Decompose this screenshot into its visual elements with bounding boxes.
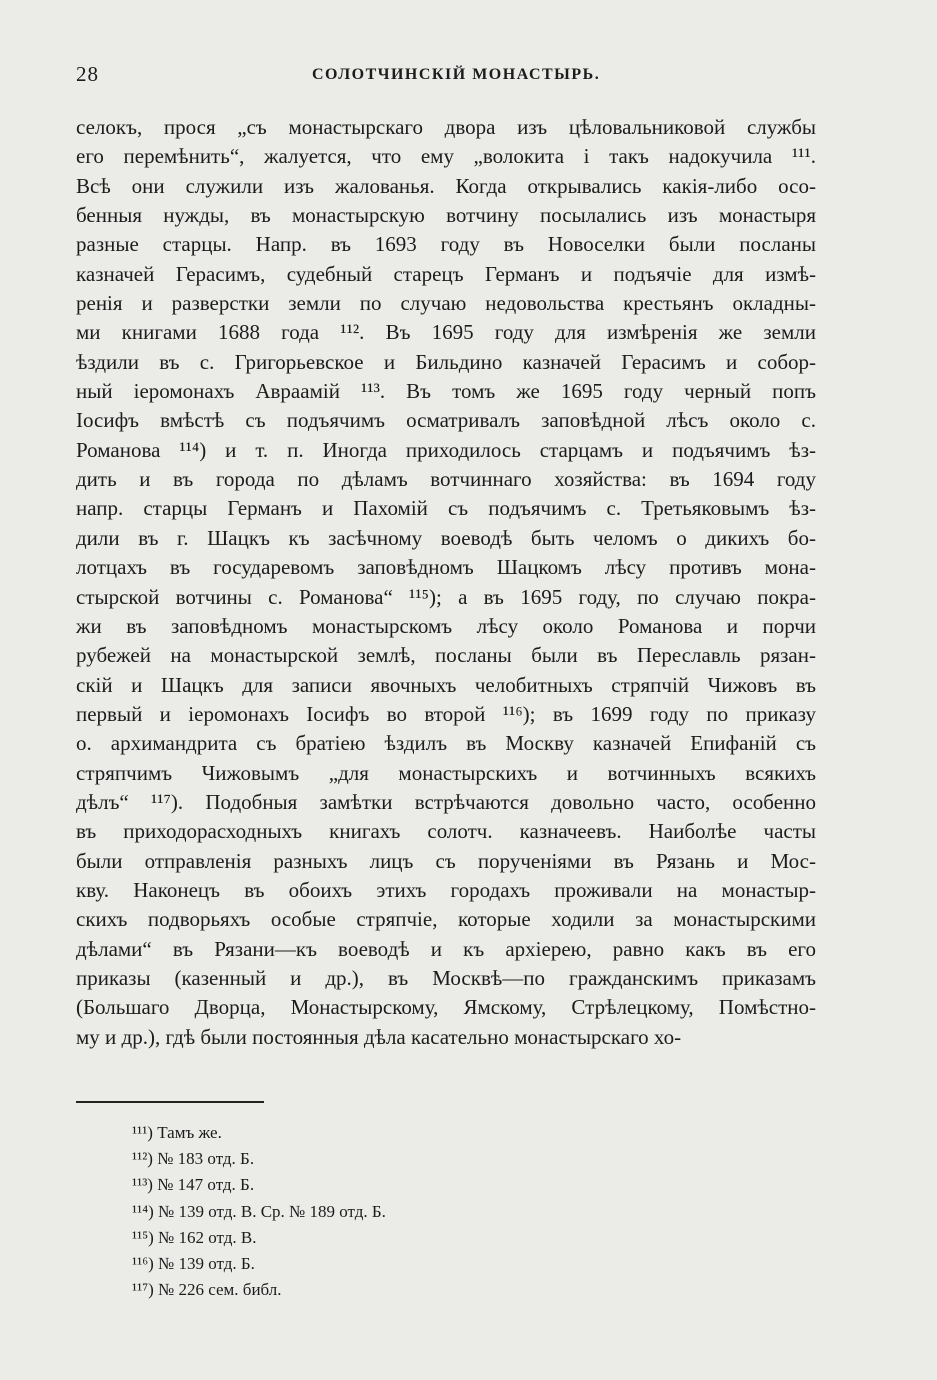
text-line: стырской вотчины с. Романова“ ¹¹⁵); а въ 1695 году, по случаю покра- <box>76 584 816 609</box>
text-line: Всѣ они служили изъ жалованья. Когда открывались какія-либо осо- <box>76 173 816 198</box>
text-line: дѣлъ“ ¹¹⁷). Подобныя замѣтки встрѣчаются довольно часто, особенно <box>76 789 816 814</box>
text-line: дѣлами“ въ Рязани—къ воеводѣ и къ архіерею, равно какъ въ его <box>76 936 816 961</box>
text-line: стряпчимъ Чижовымъ „для монастырскихъ и вотчинныхъ всякихъ <box>76 760 816 785</box>
running-title: СОЛОТЧИНСКІЙ МОНАСТЫРЬ. <box>312 66 601 83</box>
text-line: ми книгами 1688 года ¹¹². Въ 1695 году для измѣренія же земли <box>76 320 816 345</box>
text-line: дить и въ города по дѣламъ вотчиннаго хозяйства: въ 1694 году <box>76 467 816 492</box>
text-line: въ приходорасходныхъ книгахъ солотч. казначеевъ. Наиболѣе часты <box>76 819 816 844</box>
footnote: ¹¹⁶) № 139 отд. Б. <box>132 1253 255 1273</box>
footnote: ¹¹²) № 183 отд. Б. <box>132 1149 255 1169</box>
text-line: кву. Наконецъ въ обоихъ этихъ городахъ проживали на монастыр- <box>76 877 816 902</box>
footnote: ¹¹¹) Тамъ же. <box>132 1123 222 1142</box>
page-number: 28 <box>76 62 99 86</box>
footnote: ¹¹³) № 147 отд. Б. <box>132 1175 255 1195</box>
text-line: первый и іеромонахъ Іосифъ во второй ¹¹⁶); въ 1699 году по приказу <box>76 701 816 726</box>
footnote: ¹¹⁴) № 139 отд. В. Ср. № 189 отд. Б. <box>132 1201 386 1221</box>
text-line: скихъ подворьяхъ особые стряпчіе, которые ходили за монастырскими <box>76 907 816 932</box>
text-line: напр. старцы Германъ и Пахомій съ подъячимъ с. Третьяковымъ ѣз- <box>76 496 816 521</box>
footnotes <box>132 1120 632 1303</box>
text-line: ѣздили въ с. Григорьевское и Бильдино казначей Герасимъ и собор- <box>76 349 816 374</box>
text-line: дили въ г. Шацкъ къ засѣчному воеводѣ быть челомъ о дикихъ бо- <box>76 525 816 550</box>
text-line: разные старцы. Напр. въ 1693 году въ Новоселки были посланы <box>76 232 816 257</box>
text-line: приказы (казенный и др.), въ Москвѣ—по гражданскимъ приказамъ <box>76 965 816 990</box>
text-line: были отправленія разныхъ лицъ съ порученіями въ Рязань и Мос- <box>76 848 816 873</box>
text-line: рубежей на монастырской землѣ, посланы были въ Переславль рязан- <box>76 643 816 668</box>
body-text <box>76 113 816 1052</box>
text-line: жи въ заповѣдномъ монастырскомъ лѣсу около Романова и порчи <box>76 613 816 638</box>
text-line: ный іеромонахъ Авраамій ¹¹³. Въ томъ же 1695 году черный попъ <box>76 379 816 404</box>
text-line: казначей Герасимъ, судебный старецъ Германъ и подъячіе для измѣ- <box>76 261 816 286</box>
text-line: о. архимандрита съ братіею ѣздилъ въ Москву казначей Епифаній съ <box>76 731 816 756</box>
footnote: ¹¹⁷) № 226 сем. библ. <box>132 1280 282 1300</box>
page-header <box>76 62 816 92</box>
text-line: селокъ, прося „съ монастырскаго двора изъ цѣловальниковой службы <box>76 115 816 139</box>
text-line: скій и Шацкъ для записи явочныхъ челобитныхъ стряпчій Чижовъ въ <box>76 672 816 697</box>
text-line: лотцахъ въ государевомъ заповѣдномъ Шацкомъ лѣсу противъ мона- <box>76 555 816 580</box>
text-line: бенныя нужды, въ монастырскую вотчину посылались изъ монастыря <box>76 203 816 228</box>
footnote: ¹¹⁵) № 162 отд. В. <box>132 1227 257 1247</box>
text-line: ренія и разверстки земли по случаю недовольства крестьянъ окладны- <box>76 291 816 316</box>
text-line: му и др.), гдѣ были постоянныя дѣла касательно монастырскаго хо- <box>76 1024 682 1049</box>
text-line: его перемѣнить“, жалуется, что ему „волокита і такъ надокучила ¹¹¹. <box>76 144 816 169</box>
text-line: Іосифъ вмѣстѣ съ подъячимъ осматривалъ заповѣдной лѣсъ около с. <box>76 408 816 433</box>
text-line: (Большаго Дворца, Монастырскому, Ямскому, Стрѣлецкому, Помѣстно- <box>76 995 816 1020</box>
footnote-rule <box>76 1101 264 1103</box>
text-line: Романова ¹¹⁴) и т. п. Иногда приходилось старцамъ и подъячимъ ѣз- <box>76 437 816 462</box>
